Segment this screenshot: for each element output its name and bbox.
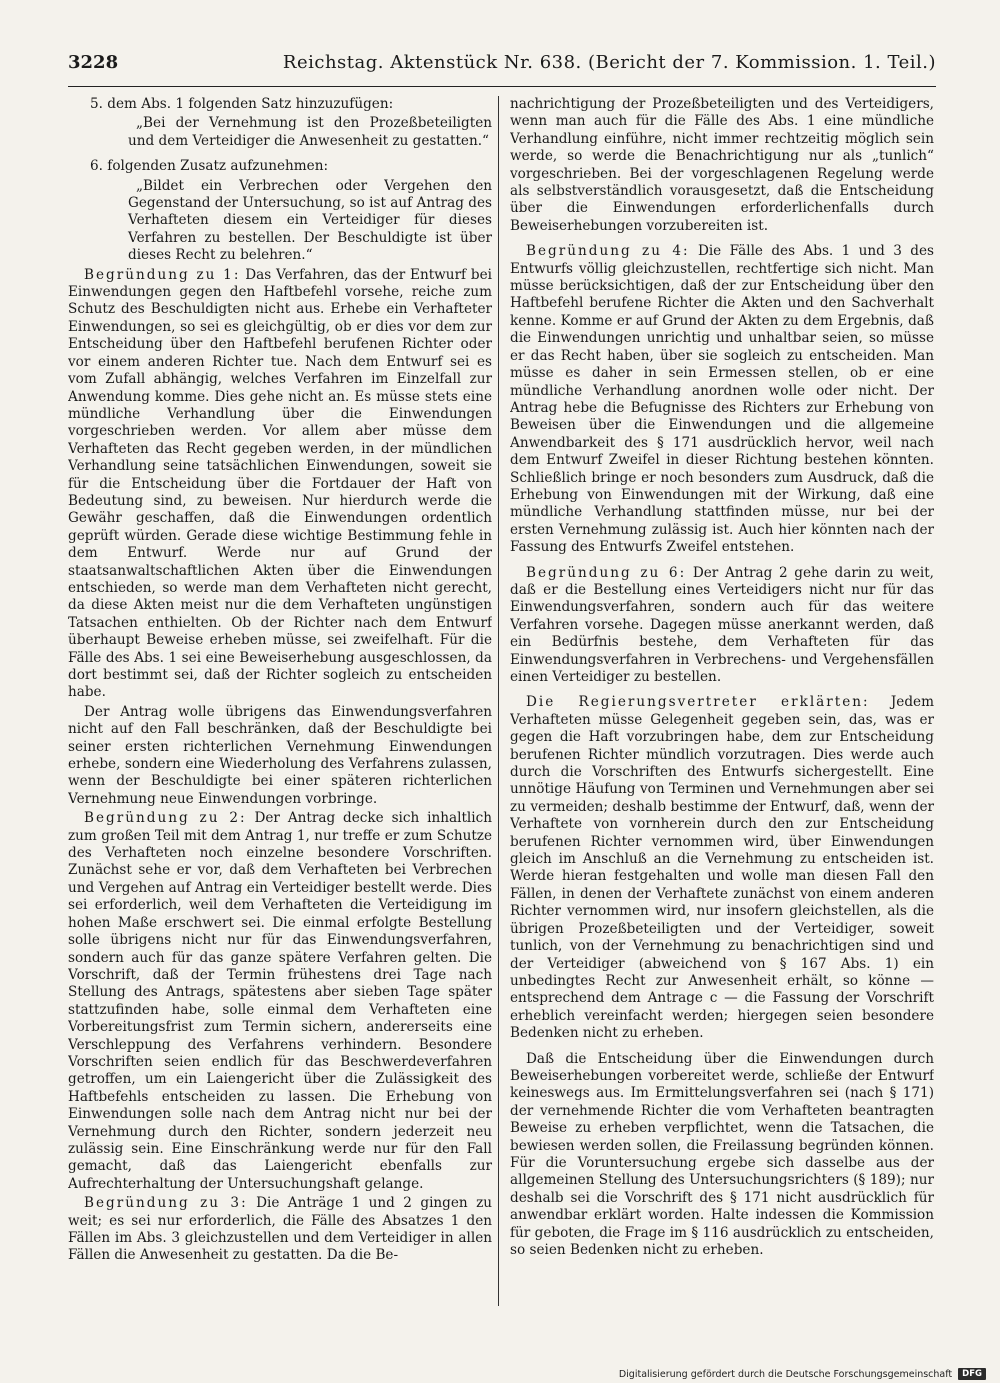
- footer-text: Digitalisierung gefördert durch die Deutsche Forschungsgemeinschaft: [618, 1368, 953, 1380]
- paragraph: [510, 565, 934, 687]
- right-column: [510, 96, 934, 1316]
- paragraph-heading: Begründung zu 3:: [84, 1195, 248, 1212]
- paragraph: [68, 267, 492, 702]
- paragraph-text: Die Anträge 1 und 2 gingen zu weit; es sei nur erforderlich, die Fälle des Absatzes 1 den Fällen im Abs. 3 gleichzustellen und dem Verteidiger in allen Fällen die Anwesenheit zu gestatten. Da die Be-: [68, 1195, 492, 1264]
- paragraph-heading: Begründung zu 6:: [526, 564, 687, 581]
- list-item-5: 5. dem Abs. 1 folgenden Satz hinzuzufügen:: [90, 96, 394, 112]
- paragraph-heading: Begründung zu 4:: [526, 243, 690, 260]
- paragraph: [510, 243, 934, 556]
- paragraph: [510, 694, 934, 1042]
- page-number: 3228: [68, 52, 119, 73]
- paragraph-heading: Begründung zu 2:: [84, 810, 247, 827]
- page-header: [68, 52, 936, 87]
- list-item-6: 6. folgenden Zusatz aufzunehmen:: [90, 158, 329, 175]
- quote-6: „Bildet ein Verbrechen oder Vergehen den Gegenstand der Untersuchung, so ist auf Antrag des Verhafteten diesem ein Verteidiger für dieses Verfahren zu bestellen. Der Beschuldigte ist über dieses Recht zu belehren.“: [128, 177, 492, 264]
- paragraph-heading: Die Regierungsvertreter erklärten:: [526, 694, 870, 711]
- left-column: [68, 96, 492, 1316]
- dfg-logo: DFG: [958, 1368, 986, 1380]
- paragraph-heading: Begründung zu 1:: [84, 266, 241, 283]
- paragraph: [68, 1195, 492, 1265]
- paragraph-text: Die Fälle des Abs. 1 und 3 des Entwurfs völlig gleichzustellen, rechtfertige sich nicht. Man müsse berücksichtigen, daß der zur Entscheidung über den Haftbefehl berufene Richter die Akten und den Sachverhalt kenne. Komme er auf Grund der Akten zu dem Ergebnis, daß die Einwendungen unrichtig und unhaltbar seien, so müsse er das Recht haben, über sie sogleich zu entscheiden. Man müsse es daher in sein Ermessen stellen, ob er eine mündliche Verhandlung anordnen wolle oder nicht. Der Antrag hebe die Befugnisse des Richters zur Erhebung von Beweisen über die Einwendungen und die allgemeine Anwendbarkeit des § 171 ausdrücklich hervor, weil nach dem Entwurf Zweifel in dieser Richtung bestehen könnten. Schließlich bringe er noch besonders zum Ausdruck, daß die Erhebung von Einwendungen mit der Wirkung, daß eine mündliche Verhandlung stattfinden müsse, nur bei der ersten Vernehmung zulässig ist. Auch hier könnten nach der Fassung des Entwurfs Zweifel entstehen.: [510, 243, 934, 556]
- paragraph: nachrichtigung der Prozeßbeteiligten und des Verteidigers, wenn man auch für die Fälle des Abs. 1 eine mündliche Verhandlung einführe, nicht immer rechtzeitig möglich sein werde, so werde die Benachrichtigung nur als „tunlich“ vorgeschrieben. Bei der vorgeschlagenen Regelung werde als selbstverständlich vorausgesetzt, daß die Entscheidung über die Einwendungen erforderlichenfalls durch Beweiserhebungen vorzubereiten ist.: [510, 96, 934, 234]
- paragraph: [68, 810, 492, 1193]
- paragraph: Daß die Entscheidung über die Einwendungen durch Beweiserhebungen vorbereitet werde, schließe der Entwurf keineswegs aus. Im Ermittelungsverfahren sei (nach § 171) der vernehmende Richter die vom Verhafteten beantragten Beweise zu erheben verpflichtet, wenn die Tatsachen, die bewiesen werden sollen, die Freilassung begründen können. Für die Voruntersuchung ergebe sich dasselbe aus der allgemeinen Stellung des Untersuchungsrichters (§ 189); nur deshalb sei die Vorschrift des § 171 nicht ausdrücklich für anwendbar erklärt worden. Halte indessen die Kommission für geboten, die Frage im § 116 ausdrücklich zu entscheiden, so seien Bedenken nicht zu erheben.: [510, 1050, 934, 1258]
- paragraph-text: Jedem Verhafteten müsse Gelegenheit gegeben sein, das, was er gegen die Haft vorzubringen habe, dem zur Entscheidung berufenen Richter mündlich vorzutragen. Dies werde auch durch die Vorschriften des Entwurfs sichergestellt. Eine unnötige Häufung von Terminen und Vernehmungen aber sei zu vermeiden; deshalb bestimme der Entwurf, daß, wenn der Verhaftete von vornherein durch den zur Entscheidung berufenen Richter vernommen wird, über Einwendungen gleich im Anschluß an die Vernehmung zu entscheiden ist. Werde hieran festgehalten und wolle man diesen Fall den Fällen, in denen der Verhaftete zunächst von einem anderen Richter vernommen wird, nur insofern gleichstellen, als die übrigen Prozeßbeteiligten und der Verteidiger, soweit tunlich, von der Vernehmung zu benachrichtigen sind und der Verteidiger (abweichend von § 167 Abs. 1) ein unbedingtes Recht zur Anwesenheit erhält, so könne — entsprechend dem Antrage c — die Fassung der Vorschrift erheblich vereinfacht werden; hiergegen seien besondere Bedenken nicht zu erheben.: [510, 694, 934, 1042]
- quote-5: „Bei der Vernehmung ist den Prozeßbeteiligten und dem Verteidiger die Anwesenheit zu gestatten.“: [128, 115, 492, 149]
- column-divider: [498, 96, 499, 1306]
- page-title: Reichstag. Aktenstück Nr. 638. (Bericht der 7. Kommission. 1. Teil.): [282, 52, 936, 73]
- footer: [619, 1365, 986, 1383]
- paragraph-text: Der Antrag 2 gehe darin zu weit, daß er die Bestellung eines Verteidigers nicht nur für das Einwendungsverfahren, sondern auch für das weitere Verfahren vorsehe. Dagegen müsse anerkannt werden, daß ein Bedürfnis bestehe, dem Verhafteten für das Einwendungsverfahren in Verbrechens- und Vergehensfällen einen Verteidiger zu bestellen.: [510, 564, 934, 685]
- paragraph-text: Der Antrag decke sich inhaltlich zum großen Teil mit dem Antrag 1, nur treffe er zum Schutze des Verhafteten noch einzelne besondere Vorschriften. Zunächst sehe er vor, daß dem Verhafteten bei Verbrechen und Vergehen auf Antrag ein Verteidiger bestellt werde. Dies sei erforderlich, weil dem Verhafteten die Verteidigung im hohen Maße erschwert sei. Die einmal erfolgte Bestellung solle übrigens nicht nur für das Einwendungsverfahren, sondern auch für das ganze spätere Verfahren gelten. Die Vorschrift, daß der Termin frühestens drei Tage nach Stellung des Antrags, spätestens aber sieben Tage später stattzufinden habe, solle einmal dem Verhafteten eine Vorbereitungsfrist zum Termin sichern, andererseits eine Verschleppung des Verfahrens verhindern. Besondere Vorschriften seien endlich für das Beschwerdeverfahren getroffen, um ein Laiengericht über die Zulässigkeit des Haftbefehls entscheiden zu lassen. Die Erhebung von Einwendungen solle nach dem Antrag nicht nur bei der Vernehmung durch den Richter, sondern jederzeit neu zulässig sein. Eine Einschränkung werde nur für den Fall gemacht, daß das Laiengericht ebenfalls zur Aufrechterhaltung der Untersuchungshaft gelange.: [68, 810, 492, 1192]
- paragraph-text: Das Verfahren, das der Entwurf bei Einwendungen gegen den Haftbefehl vorsehe, reiche zum Schutz des Beschuldigten nicht aus. Erhebe ein Verhafteter Einwendungen, so sei es gleichgültig, ob er dies vor dem zur Entscheidung über den Haftbefehl berufenen Richter oder vor einem anderen Richter tue. Nach dem Entwurf sei es vom Zufall abhängig, welches Verfahren im Einzelfall zur Anwendung komme. Dies gehe nicht an. Es müsse stets eine mündliche Verhandlung über die Einwendungen vorgeschrieben werden. Vor allem aber müsse dem Verhafteten das Recht gegeben werden, in der mündlichen Verhandlung seine tatsächlichen Einwendungen, soweit sie für die Entscheidung über die Fortdauer der Haft von Bedeutung sind, zu beweisen. Nur hierdurch werde die Gewähr geschaffen, daß die Einwendungen ordentlich geprüft würden. Gerade diese wichtige Bestimmung fehle in dem Entwurf. Werde nur auf Grund der staatsanwaltschaftlichen Akten über die Einwendungen entschieden, so werde man dem Verhafteten nicht gerecht, da diese Akten meist nur die dem Verhafteten ungünstigen Tatsachen enthielten. Ob der Richter nach dem Entwurf überhaupt Beweise erheben müsse, sei zweifelhaft. Für die Fälle des Abs. 1 sei eine Beweiserhebung ausgeschlossen, da dort bestimmt sei, daß der Richter sogleich zu entscheiden habe.: [68, 266, 492, 701]
- paragraph: Der Antrag wolle übrigens das Einwendungsverfahren nicht auf den Fall beschränken, daß der Beschuldigte bei seiner ersten richterlichen Vernehmung Einwendungen erhebe, sondern eine Wiederholung des Verfahrens zulassen, wenn der Beschuldigte bei einer späteren richterlichen Vernehmung neue Einwendungen vorbringe.: [68, 703, 492, 807]
